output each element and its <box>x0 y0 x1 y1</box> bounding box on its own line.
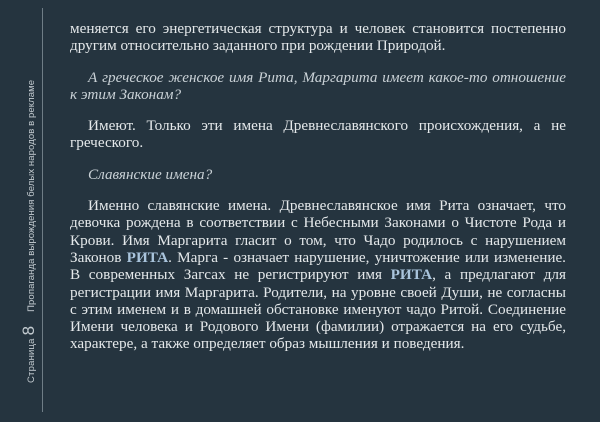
question-rita: А греческое женское имя Рита, Маргарита имеет какое-то отношение к этим Законам? <box>70 68 566 103</box>
document-body <box>70 20 566 353</box>
sidebar-divider <box>42 8 43 412</box>
question-slavic-names: Славянские имена? <box>88 165 213 183</box>
document-title: Пропаганда вырождения белых народов в рекламе <box>26 79 37 312</box>
answer-origin: Имеют. Только эти имена Древнеславянского происхождения, а не греческого. <box>70 117 566 152</box>
answer-slavic-names <box>70 197 566 353</box>
sidebar-vertical-text <box>20 80 37 383</box>
highlight-rita-1: РИТА <box>126 248 169 266</box>
answer-text-part-1: Именно славянские имена. Древнеславянское имя Рита означает, что девочка рождена в соответствии с Небесными Законами о Чистоте Рода и Крови. Имя Маргарита гласит о том, что Чадо родилось с нарушением Законов <box>70 197 566 266</box>
sidebar <box>0 0 40 422</box>
page-number: 8 <box>19 325 38 336</box>
paragraph-continuation: меняется его энергетическая структура и человек становится постепенно другим относительно заданного при рождении Природой. <box>70 20 566 55</box>
answer-text-part-3: , а предлагают для регистрации имя Маргарита. Родители, на уровне своей Души, не согласны с этим именем и в домашней обстановке именуют чадо Ритой. Соединение Имени человека и Родового Имени (фамилии) отражается на его судьбе, характере, а также определяет образ мышления и поведения. <box>70 266 566 353</box>
highlight-rita-2: РИТА <box>390 266 433 284</box>
page-label: Страница <box>26 338 37 383</box>
answer-text-part-2: . Марга - означает нарушение, уничтожение или изменение. В современных Загсах не регистрируют имя <box>70 248 566 284</box>
